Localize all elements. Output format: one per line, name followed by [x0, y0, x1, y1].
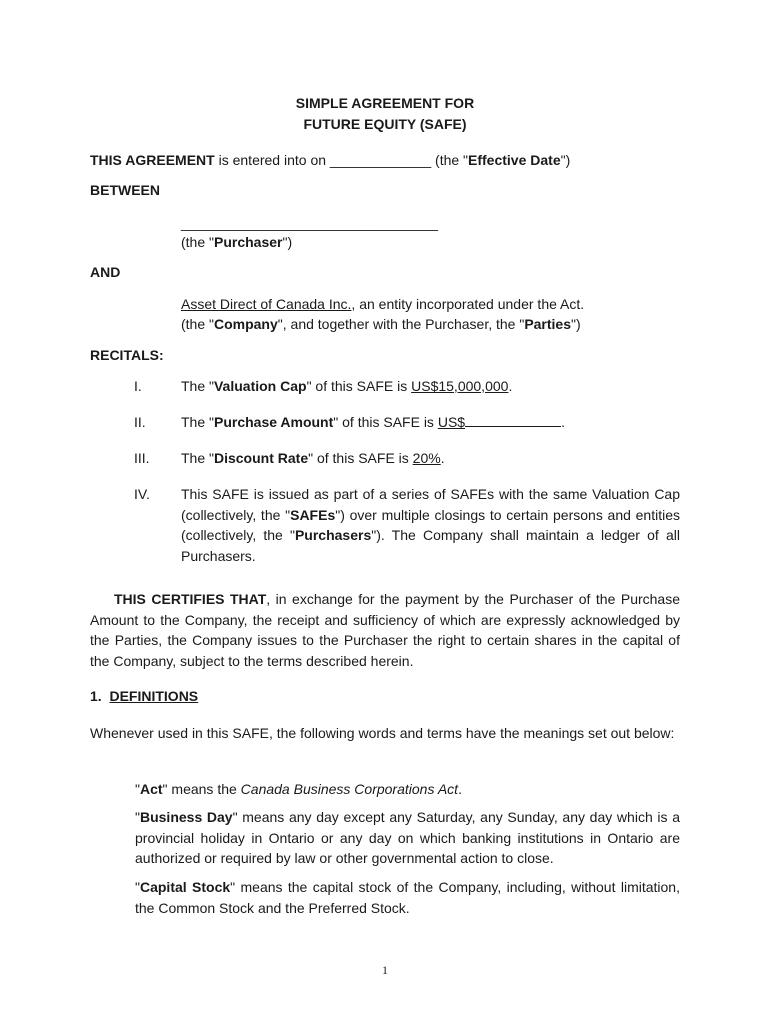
purchase-amount-blank	[465, 413, 561, 427]
document-title-line1: SIMPLE AGREEMENT FOR	[295, 95, 475, 111]
document-title-line2: FUTURE EQUITY (SAFE)	[303, 116, 467, 132]
effective-date-term: Effective Date	[468, 152, 561, 168]
purchaser-definition: (the "Purchaser")	[181, 234, 293, 250]
certifies-paragraph: THIS CERTIFIES THAT, in exchange for the payment by the Purchaser of the Purchase Amount to the Company, the receipt and sufficiency of which are expressly acknowledged by the Parties, the Company issues to the Purchaser the right to certain shares in the capital of the Company, subject to the terms described herein.	[90, 591, 681, 669]
recital-number: IV.	[134, 486, 150, 502]
company-line: Asset Direct of Canada Inc., an entity incorporated under the Act.	[181, 296, 585, 312]
discount-rate-value: 20%	[412, 450, 441, 466]
valuation-cap-value: US$15,000,000	[411, 378, 509, 394]
purchaser-term: Purchaser	[213, 234, 283, 250]
company-term: Company	[213, 316, 278, 332]
definitions-intro: Whenever used in this SAFE, the following words and terms have the meanings set out below:	[90, 725, 675, 741]
intro-after: (the "	[431, 152, 469, 168]
agreement-intro	[90, 150, 570, 170]
definition-business-day: "Business Day" means any day except any Saturday, any Sunday, any day which is a provincial holiday in Ontario or any day on which banking institutions in Ontario are authorized or required by law or other governmental action to close.	[135, 809, 680, 867]
recitals-heading: RECITALS:	[90, 347, 164, 363]
and-heading: AND	[90, 264, 121, 280]
between-heading: BETWEEN	[90, 182, 160, 198]
recital-number: II.	[134, 414, 146, 430]
effective-date-blank: _____________	[329, 152, 432, 168]
company-name: Asset Direct of Canada Inc.	[181, 296, 352, 312]
recital-purchase-amount: The "Purchase Amount" of this SAFE is US$ .	[181, 414, 565, 430]
parties-term: Parties	[524, 316, 572, 332]
recital-safe-series: This SAFE is issued as part of a series of SAFEs with the same Valuation Cap (collectively, the "SAFEs") over multiple closings to certain persons and entities (collectively, the "Purchasers"). The Company shall maintain a ledger of all Purchasers.	[181, 486, 680, 564]
recital-number: I.	[134, 378, 142, 394]
recital-discount-rate: The "Discount Rate" of this SAFE is 20%.	[181, 450, 445, 466]
page-number: 1	[382, 963, 388, 977]
purchaser-name-blank: _________________________________	[181, 215, 438, 231]
recital-number: III.	[134, 450, 150, 466]
section-heading-definitions: 1. DEFINITIONS	[90, 688, 199, 704]
definition-act: "Act" means the Canada Business Corporations Act.	[135, 781, 462, 797]
intro-text: is entered into on	[214, 152, 330, 168]
intro-lead: THIS AGREEMENT	[90, 152, 215, 168]
company-definition: (the "Company", and together with the Purchaser, the "Parties")	[181, 316, 581, 332]
intro-close: ")	[560, 152, 571, 168]
purchase-amount-value: US$	[437, 414, 466, 430]
definition-capital-stock: "Capital Stock" means the capital stock of the Company, including, without limitation, the Common Stock and the Preferred Stock.	[135, 879, 680, 916]
recital-valuation-cap: The "Valuation Cap" of this SAFE is US$15,000,000.	[181, 378, 513, 394]
